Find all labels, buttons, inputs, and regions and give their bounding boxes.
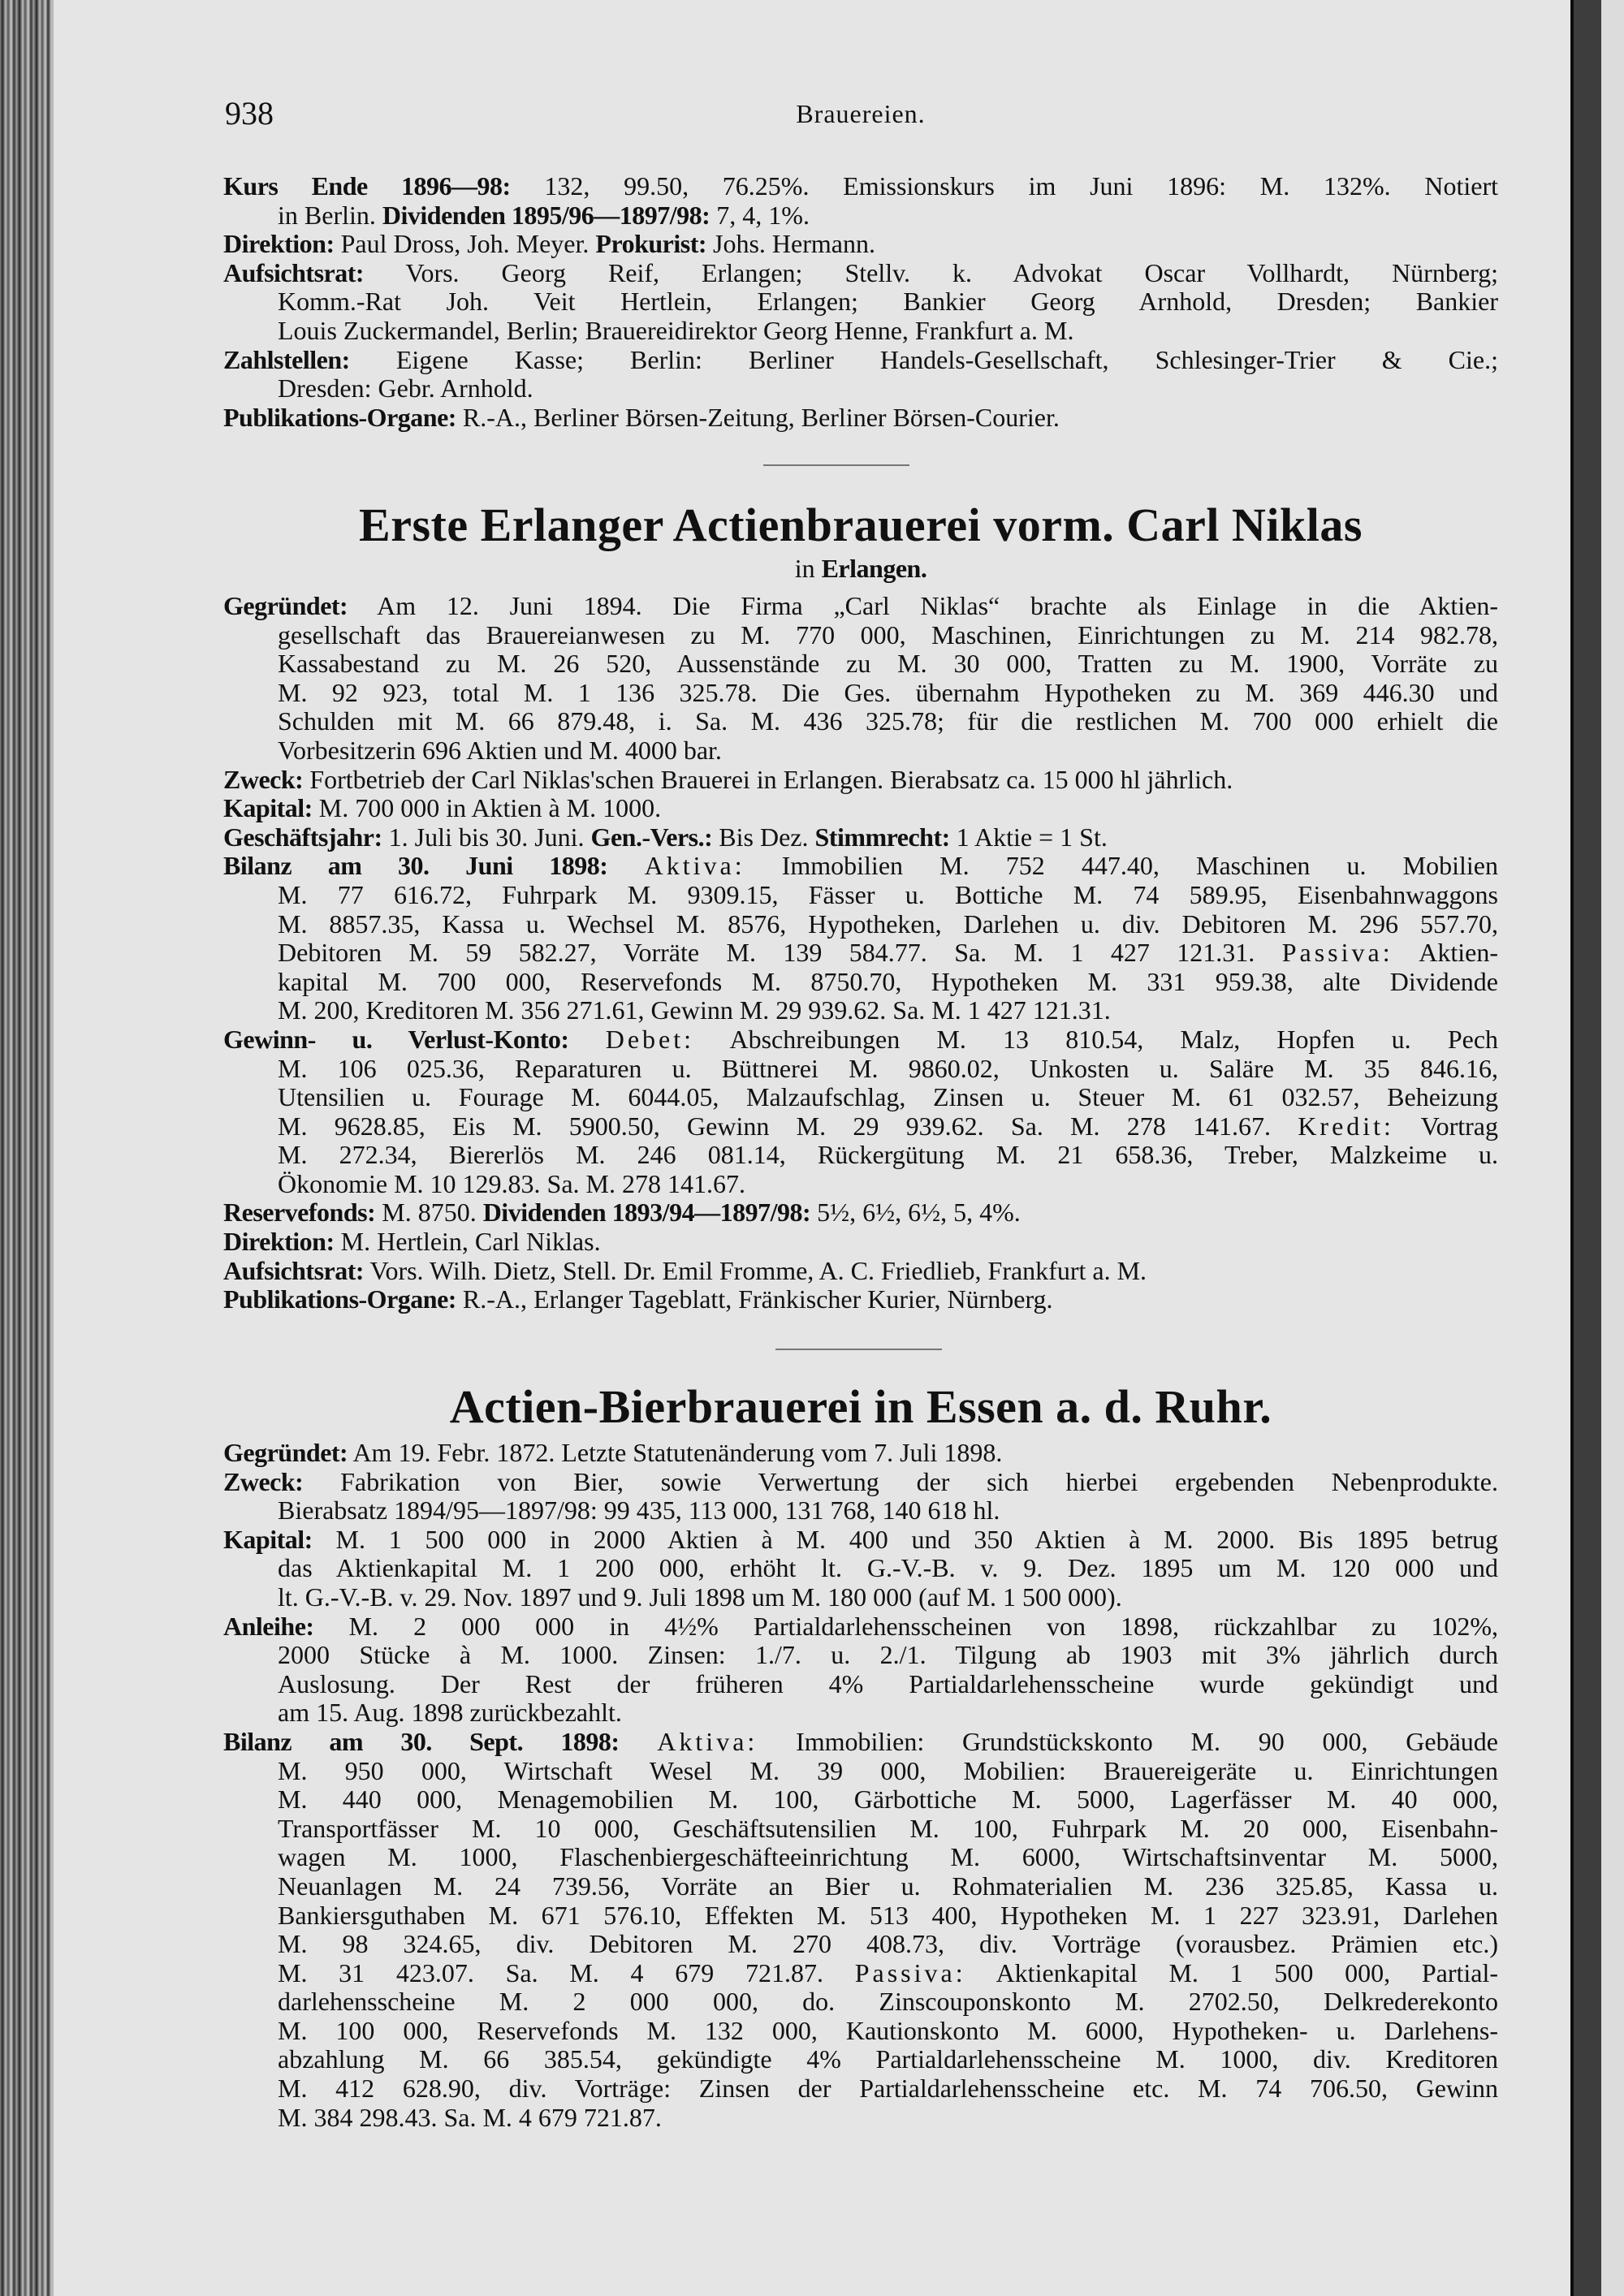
location-prefix: in [794,554,822,583]
entry-text: Am 12. Juni 1894. Die Firma „Carl Niklas“ brachte als Einlage in die Aktien- [348,591,1498,620]
entry-text: Debitoren M. 59 582.27, Vorräte M. 139 584.77. Sa. M. 1 427 121.31. [278,938,1282,968]
entry-label: Geschäftsjahr: [223,822,382,852]
text-line [223,1439,1498,1468]
company-title: Erste Erlanger Actienbrauerei vorm. Carl Niklas [359,498,1363,551]
entry-text: abzahlung M. 66 385.54, gekündigte 4% Partialdarlehensscheine M. 1000, div. Kreditoren [278,2044,1498,2074]
entry-text: am 15. Aug. 1898 zurückbezahlt. [278,1698,622,1728]
entry-label: Direktion: [223,229,335,259]
entry-paragraph [223,404,1498,433]
entry-paragraph [223,1728,1498,2132]
entry-text [607,851,644,880]
entry-text: darlehensscheine M. 2 000 000, do. Zinscouponskonto M. 2702.50, Delkrederekonto [278,1987,1498,2017]
entry-label: Kapital: [223,793,313,823]
entry-text: Fortbetrieb der Carl Niklas'schen Brauerei in Erlangen. Bierabsatz ca. 15 000 hl jährlich. [303,764,1233,794]
spaced-heading: Passiva: [854,1957,966,1987]
spaced-heading: Debet: [605,1024,695,1054]
entry-paragraph [223,592,1498,766]
entry-label: Gen.-Vers.: [590,822,713,852]
text-line [223,852,1498,881]
text-line [223,1785,1498,1815]
entry-label: Stimmrecht: [814,822,950,852]
text-line [223,2074,1498,2104]
entry-label: Dividenden 1895/96—1897/98: [382,200,710,230]
entry-label: Prokurist: [595,229,707,259]
entry-text: Eigene Kasse; Berlin: Berliner Handels-Gesellschaft, Schlesinger-Trier & Cie.; [349,344,1498,374]
entry-paragraph [223,1526,1498,1612]
entry-label: Direktion: [223,1227,335,1257]
text-line [223,881,1498,910]
entry-paragraph [223,1025,1498,1199]
entry-text: M. 272.34, Biererlös M. 246 081.14, Rückergütung M. 21 658.36, Treber, Malzkeime u. [278,1140,1498,1170]
entry-paragraph [223,1612,1498,1728]
entry-text: das Aktienkapital M. 1 200 000, erhöht lt. G.-V.-B. v. 9. Dez. 1895 um M. 120 000 und [278,1553,1498,1583]
entry-text: Immobilien: Grundstückskonto M. 90 000, Gebäude [758,1726,1498,1756]
text-line [223,1757,1498,1786]
text-line [223,968,1498,997]
text-line [223,736,1498,766]
text-line [223,1959,1498,1988]
text-line [223,621,1498,650]
text-line [223,201,1498,231]
entry-text: Aktienkapital M. 1 500 000, Partial- [965,1957,1499,1987]
entry-text: Bankiersguthaben M. 671 576.10, Effekten M. 513 400, Hypotheken M. 1 227 323.91, Darlehen [278,1900,1498,1930]
company-entry-erlangen [223,592,1498,1314]
entry-label: Kapital: [223,1524,313,1554]
text-line [223,1526,1498,1555]
text-line [223,910,1498,939]
entry-text: M. 412 628.90, div. Vorträge: Zinsen der Partialdarlehensscheine etc. M. 74 706.50, Gewinn [278,2074,1498,2104]
entry-text: 1. Juli bis 30. Juni. [382,822,591,852]
entry-text: Vors. Georg Reif, Erlangen; Stellv. k. Advokat Oscar Vollhardt, Nürnberg; [364,257,1498,287]
page-number: 938 [225,95,274,132]
entry-label: Aufsichtsrat: [223,257,365,287]
entry-text: Am 19. Febr. 1872. Letzte Statutenänderung vom 7. Juli 1898. [348,1438,1003,1467]
entry-text: M. 440 000, Menagemobilien M. 100, Gärbottiche M. 5000, Lagerfässer M. 40 000, [278,1785,1498,1815]
entry-text: M. 92 923, total M. 1 136 325.78. Die Ges. übernahm Hypotheken zu M. 369 446.30 und [278,677,1498,707]
entry-text: Ökonomie M. 10 129.83. Sa. M. 278 141.67. [278,1168,745,1198]
text-line [223,1083,1498,1112]
entry-text: M. 950 000, Wirtschaft Wesel M. 39 000, Mobilien: Brauereigeräte u. Einrichtungen [278,1755,1498,1785]
text-line [223,2017,1498,2046]
spaced-heading: Passiva: [1281,938,1393,968]
entry-text: wagen M. 1000, Flaschenbiergeschäfteeinrichtung M. 6000, Wirtschaftsinventar M. 5000, [278,1842,1498,1872]
entry-text: in Berlin. [278,200,382,230]
entry-label: Zweck: [223,764,304,794]
entry-paragraph [223,1468,1498,1526]
entry-text: M. 200, Kreditoren M. 356 271.61, Gewinn M. 29 939.62. Sa. M. 1 427 121.31. [278,995,1111,1025]
text-line [223,1698,1498,1728]
text-line [223,650,1498,679]
entry-label: Gegründet: [223,591,348,620]
text-line [223,1612,1498,1642]
text-line [223,1285,1498,1314]
entry-paragraph [223,823,1498,852]
text-line [223,317,1498,346]
location-place: Erlangen. [821,554,927,583]
entry-text: 132, 99.50, 76.25%. Emissionskurs im Juni 1896: M. 132%. Notiert [510,171,1499,201]
entry-label: Zweck: [223,1466,304,1496]
entry-label: Gegründet: [223,1438,348,1467]
text-line [223,1843,1498,1872]
text-line [223,1815,1498,1844]
section-divider [763,464,909,466]
entry-text: M. 700 000 in Aktien à M. 1000. [312,793,662,823]
entry-text: Immobilien M. 752 447.40, Maschinen u. Mobilien [745,851,1499,881]
entry-text: Aktien- [1393,938,1499,968]
spaced-heading: Kredit: [1298,1111,1394,1141]
scan-right-border [1570,0,1601,2296]
section-continued-entry [223,172,1498,432]
entry-text: R.-A., Berliner Börsen-Zeitung, Berliner Börsen-Courier. [456,402,1060,432]
entry-text: Vors. Wilh. Dietz, Stell. Dr. Emil Fromme, A. C. Friedlieb, Frankfurt a. M. [364,1255,1147,1285]
entry-paragraph [223,172,1498,230]
company-location [223,554,1498,583]
entry-text: Abschreibungen M. 13 810.54, Malz, Hopfen u. Pech [694,1024,1499,1054]
text-line [223,1554,1498,1583]
entry-label: Aufsichtsrat: [223,1255,365,1285]
text-line [223,172,1498,201]
entry-text: Dresden: Gebr. Arnhold. [278,373,533,404]
entry-label: Zahlstellen: [223,344,350,374]
text-line [223,1583,1498,1612]
text-line [223,1228,1498,1257]
entry-text: Louis Zuckermandel, Berlin; Brauereidirektor Georg Henne, Frankfurt a. M. [278,315,1074,345]
entry-paragraph [223,346,1498,404]
entry-paragraph [223,852,1498,1025]
text-line [223,2045,1498,2074]
entry-text: Johs. Hermann. [706,229,875,259]
entry-text: M. 1 500 000 in 2000 Aktien à M. 400 und 350 Aktien à M. 2000. Bis 1895 betrug [312,1524,1498,1554]
spaced-heading: Aktiva: [657,1726,758,1756]
text-line [223,1198,1498,1228]
text-line [223,1112,1498,1142]
entry-text: Schulden mit M. 66 879.48, i. Sa. M. 436 325.78; für die restlichen M. 700 000 erhielt die [278,706,1498,736]
text-line [223,1141,1498,1170]
text-line [223,996,1498,1025]
running-head: Brauereien. [796,99,926,128]
entry-text: Vorbesitzerin 696 Aktien und M. 4000 bar. [278,735,722,765]
entry-text [620,1727,658,1756]
text-line [223,1872,1498,1901]
entry-label: Reservefonds: [223,1198,376,1228]
text-line [223,374,1498,404]
entry-text: M. Hertlein, Carl Niklas. [334,1227,601,1257]
entry-text: gesellschaft das Brauereianwesen zu M. 770 000, Maschinen, Einrichtungen zu M. 214 982.78, [278,619,1498,650]
entry-label: Publikations-Organe: [223,1284,456,1314]
text-line [223,259,1498,288]
scan-binding-edge [0,0,50,2296]
spaced-heading: Aktiva: [644,851,745,881]
entry-text: 5½, 6½, 6½, 5, 4%. [810,1198,1021,1228]
text-line [223,1468,1498,1497]
text-line [223,2104,1498,2133]
entry-paragraph [223,259,1498,346]
text-line [223,1641,1498,1670]
text-line [223,939,1498,968]
entry-paragraph [223,230,1498,259]
entry-label: Kurs Ende 1896—98: [223,171,511,201]
text-line [223,679,1498,708]
entry-text: M. 2 000 000 in 4½% Partialdarlehensscheinen von 1898, rückzahlbar zu 102%, [313,1611,1498,1641]
entry-text: Transportfässer M. 10 000, Geschäftsutensilien M. 100, Fuhrpark M. 20 000, Eisenbahn- [278,1813,1498,1843]
text-line [223,1257,1498,1286]
entry-label: Bilanz am 30. Juni 1898: [223,851,608,881]
text-line [223,1901,1498,1931]
entry-text: Kassabestand zu M. 26 520, Aussenstände zu M. 30 000, Tratten zu M. 1900, Vorräte zu [278,649,1498,679]
text-line [223,1987,1498,2017]
entry-text: M. 384 298.43. Sa. M. 4 679 721.87. [278,2102,662,2132]
entry-text [569,1025,606,1054]
entry-text: M. 9628.85, Eis M. 5900.50, Gewinn M. 29 939.62. Sa. M. 278 141.67. [278,1111,1298,1141]
entry-text: Bierabsatz 1894/95—1897/98: 99 435, 113 000, 131 768, 140 618 hl. [278,1495,1000,1526]
text-line [223,1170,1498,1199]
text-line [223,1670,1498,1699]
entry-paragraph [223,1198,1498,1228]
entry-text: 2000 Stücke à M. 1000. Zinsen: 1./7. u. 2./1. Tilgung ab 1903 mit 3% jährlich durch [278,1640,1498,1670]
entry-text: Utensilien u. Fourage M. 6044.05, Malzaufschlag, Zinsen u. Steuer M. 61 032.57, Beheizung [278,1082,1498,1112]
entry-paragraph [223,1439,1498,1468]
entry-text: Neuanlagen M. 24 739.56, Vorräte an Bier u. Rohmaterialien M. 236 325.85, Kassa u. [278,1871,1498,1901]
company-title: Actien-Bierbrauerei in Essen a. d. Ruhr. [449,1380,1272,1433]
entry-text: Auslosung. Der Rest der früheren 4% Partialdarlehensscheine wurde gekündigt und [278,1668,1498,1698]
entry-label: Publikations-Organe: [223,402,456,432]
entry-label: Anleihe: [223,1611,314,1641]
entry-label: Gewinn- u. Verlust-Konto: [223,1024,569,1054]
text-line [223,592,1498,621]
section-divider [775,1349,942,1350]
scan-right-margin [1601,0,1624,2296]
text-line [223,404,1498,433]
text-line [223,794,1498,823]
entry-text: M. 8750. [375,1198,483,1228]
entry-paragraph [223,1228,1498,1257]
text-line [223,707,1498,736]
text-line [223,1930,1498,1959]
entry-text: lt. G.-V.-B. v. 29. Nov. 1897 und 9. Juli 1898 um M. 180 000 (auf M. 1 500 000). [278,1582,1122,1612]
entry-text: M. 98 324.65, div. Debitoren M. 270 408.73, div. Vorträge (vorausbez. Prämien etc.) [278,1929,1498,1959]
entry-text: 7, 4, 1%. [710,200,810,230]
entry-text: Fabrikation von Bier, sowie Verwertung der sich hierbei ergebenden Nebenprodukte. [303,1466,1498,1496]
entry-text: Vortrag [1393,1111,1499,1141]
text-line [223,1496,1498,1526]
entry-paragraph [223,1257,1498,1286]
entry-text: M. 106 025.36, Reparaturen u. Büttnerei M. 9860.02, Unkosten u. Saläre M. 35 846.16, [278,1053,1498,1083]
text-line [223,287,1498,317]
entry-text: M. 31 423.07. Sa. M. 4 679 721.87. [278,1957,855,1987]
entry-text: M. 100 000, Reservefonds M. 132 000, Kautionskonto M. 6000, Hypotheken- u. Darlehens- [278,2015,1498,2045]
entry-paragraph [223,794,1498,823]
text-line [223,230,1498,259]
text-line [223,823,1498,852]
entry-text: Komm.-Rat Joh. Veit Hertlein, Erlangen; Bankier Georg Arnhold, Dresden; Bankier [278,287,1498,317]
entry-paragraph [223,766,1498,795]
text-line [223,1055,1498,1084]
text-line [223,1728,1498,1757]
entry-paragraph [223,1285,1498,1314]
company-entry-essen [223,1439,1498,2132]
scan-binding-shadow [50,0,54,2296]
entry-text: 1 Aktie = 1 St. [949,822,1108,852]
text-line [223,346,1498,375]
entry-text: kapital M. 700 000, Reservefonds M. 8750.70, Hypotheken M. 331 959.38, alte Dividende [278,966,1498,996]
entry-label: Bilanz am 30. Sept. 1898: [223,1726,620,1756]
entry-text: R.-A., Erlanger Tageblatt, Fränkischer Kurier, Nürnberg. [456,1284,1053,1314]
entry-text: M. 77 616.72, Fuhrpark M. 9309.15, Fässer u. Bottiche M. 74 589.95, Eisenbahnwaggons [278,879,1498,909]
text-line [223,1025,1498,1055]
entry-text: Paul Dross, Joh. Meyer. [334,229,596,259]
entry-label: Dividenden 1893/94—1897/98: [482,1198,811,1228]
text-line [223,766,1498,795]
entry-text: Bis Dez. [712,822,815,852]
entry-text: M. 8857.35, Kassa u. Wechsel M. 8576, Hypotheken, Darlehen u. div. Debitoren M. 296 557.70, [278,908,1498,939]
